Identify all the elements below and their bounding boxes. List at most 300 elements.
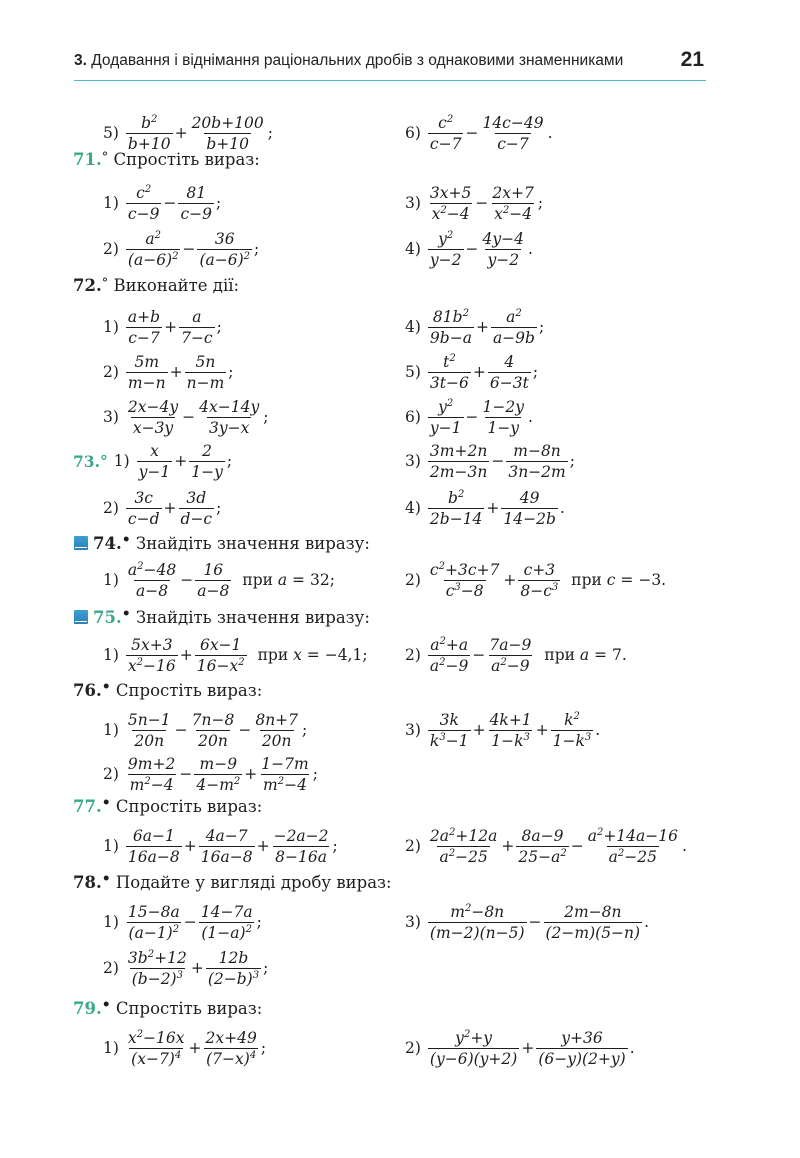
fraction [194, 637, 248, 674]
exercise-item [103, 229, 259, 269]
numerator: 4 [504, 352, 515, 371]
denominator: (6−y)(2+y) [538, 1049, 626, 1068]
operator: − [182, 240, 196, 258]
denominator: y−1 [138, 462, 171, 481]
item-number: 1) [103, 194, 119, 212]
denominator: c−7 [497, 134, 529, 153]
denominator: y−2 [429, 250, 462, 269]
fraction [486, 637, 534, 674]
exercise-item [405, 902, 649, 942]
numerator: $a^2-48$ [127, 560, 177, 579]
numerator: a+b [127, 307, 161, 326]
fraction [427, 637, 471, 674]
denominator: m−n [127, 373, 166, 392]
numerator: 3c [134, 488, 153, 507]
numerator: 4y−4 [482, 229, 524, 248]
denominator: $16-x^2$ [196, 656, 245, 675]
fraction [490, 309, 538, 346]
denominator: $a^2-9$ [491, 656, 530, 675]
operator: − [528, 913, 542, 931]
item-number: 1) [103, 1039, 119, 1057]
numerator: 5n [195, 352, 216, 371]
task-heading [73, 150, 260, 169]
book-icon [74, 610, 88, 624]
denominator: $(a-6)^2$ [199, 250, 251, 269]
numerator: 14c−49 [482, 113, 544, 132]
task-number: 73.° [73, 451, 108, 471]
denominator: $(7-x)^4$ [206, 1049, 257, 1068]
fraction [189, 712, 238, 749]
exercise-item [405, 183, 543, 223]
fraction [515, 828, 569, 865]
denominator: 16a−8 [127, 847, 180, 866]
fraction [194, 562, 232, 599]
exercise-item [405, 488, 565, 528]
fraction [193, 756, 243, 793]
operator: + [190, 959, 204, 977]
item-number: 1) [103, 913, 119, 931]
operator: − [570, 837, 584, 855]
exercise-item [405, 307, 544, 347]
fraction [427, 309, 475, 346]
denominator: c−7 [128, 328, 160, 347]
denominator: $x^2-16$ [127, 656, 176, 675]
task-heading [73, 871, 392, 892]
item-number: 1) [103, 837, 119, 855]
operator: + [256, 837, 270, 855]
operator: + [535, 721, 549, 739]
numerator: $3b^2+12$ [127, 948, 187, 967]
punctuation: ; [537, 194, 544, 212]
numerator: 5x+3 [131, 635, 173, 654]
exercise-item [103, 710, 307, 750]
fraction [480, 231, 527, 268]
fraction [550, 712, 595, 749]
item-number: 2) [405, 571, 421, 589]
numerator: 3m+2n [429, 441, 488, 460]
fraction [500, 490, 559, 527]
numerator: $y^2+y$ [455, 1028, 493, 1047]
fraction [427, 904, 528, 941]
numerator: 6x−1 [199, 635, 242, 654]
fraction [271, 828, 332, 865]
task-instruction: Спростіть вираз: [115, 681, 263, 700]
fraction [198, 904, 256, 941]
numerator: $c^2+3c+7$ [429, 560, 500, 579]
operator: + [164, 318, 178, 336]
punctuation: . [629, 1039, 635, 1057]
fraction [252, 712, 301, 749]
numerator: 2x+49 [205, 1028, 257, 1047]
denominator: a−9b [492, 328, 535, 347]
numerator: $2a^2+12a$ [429, 826, 498, 845]
fraction [427, 562, 502, 599]
denominator: 3t−6 [429, 373, 469, 392]
fraction [517, 562, 561, 599]
fraction [189, 115, 267, 152]
punctuation: . [681, 837, 687, 855]
task-heading [74, 532, 370, 553]
condition: при a = 7. [544, 646, 627, 664]
punctuation: ; [228, 363, 234, 381]
item-number: 1) [103, 646, 119, 664]
numerator: $a^2$ [506, 307, 522, 326]
fraction [125, 712, 174, 749]
item-number: 4) [405, 318, 421, 336]
item-number: 4) [405, 240, 421, 258]
exercise-item [405, 710, 600, 750]
numerator: 1−2y [482, 397, 524, 416]
numerator: $c^2$ [136, 183, 152, 202]
numerator: 8n+7 [255, 710, 299, 729]
task-instruction: Знайдіть значення виразу: [135, 608, 370, 627]
exercise-item [103, 754, 318, 794]
exercise-item [103, 635, 368, 675]
numerator: $81b^2$ [432, 307, 469, 326]
fraction [427, 115, 465, 152]
fraction [487, 712, 535, 749]
denominator: y−2 [487, 250, 520, 269]
task-number: 71. [73, 150, 102, 169]
punctuation: . [559, 499, 565, 517]
denominator: $1-k^3$ [491, 731, 530, 750]
denominator: 3n−2m [508, 462, 566, 481]
task-instruction: Спростіть вираз: [115, 797, 263, 816]
item-number: 2) [103, 765, 119, 783]
numerator: 7a−9 [489, 635, 532, 654]
task-number: 78. [73, 873, 102, 892]
task-number: 79. [73, 999, 102, 1018]
fraction [177, 185, 215, 222]
numerator: 5n−1 [127, 710, 171, 729]
difficulty-mark: • [121, 532, 131, 548]
denominator: 8−16a [275, 847, 327, 866]
numerator: 1−7m [261, 754, 309, 773]
denominator: x−3y [132, 418, 174, 437]
punctuation: ; [215, 194, 222, 212]
punctuation: . [547, 124, 553, 142]
denominator: c−9 [127, 204, 160, 223]
fraction [505, 443, 568, 480]
operator: − [472, 646, 486, 664]
fraction [427, 828, 500, 865]
fraction [427, 443, 490, 480]
denominator: $(b-2)^3$ [131, 969, 183, 988]
difficulty-mark: • [101, 795, 111, 811]
denominator: $k^3-1$ [429, 731, 469, 750]
punctuation: . [528, 240, 533, 258]
denominator: 16a−8 [200, 847, 253, 866]
operator: + [183, 837, 197, 855]
denominator: (m−2)(n−5) [429, 923, 525, 942]
denominator: c−9 [180, 204, 212, 223]
numerator: 81 [186, 183, 207, 202]
fraction [480, 399, 527, 436]
condition: при c = −3. [571, 571, 667, 589]
exercise-item [73, 441, 232, 481]
denominator: (y−6)(y+2) [429, 1049, 518, 1068]
operator: + [174, 452, 188, 470]
exercise-item [405, 826, 687, 866]
fraction [178, 309, 216, 346]
denominator: c−7 [429, 134, 462, 153]
exercise-item [405, 397, 533, 437]
numerator: 3k [439, 710, 459, 729]
task-number: 77. [73, 797, 102, 816]
fraction [258, 756, 311, 793]
denominator: 2b−14 [429, 509, 483, 528]
exercise-item [103, 826, 338, 866]
fraction [125, 562, 179, 599]
denominator: (2−m)(5−n) [545, 923, 641, 942]
denominator: $x^2-4$ [431, 204, 470, 223]
chapter-title: Додавання і віднімання раціональних дробів з однаковими знаменниками [91, 52, 624, 69]
punctuation: ; [216, 499, 222, 517]
fraction [487, 354, 532, 391]
item-number: 5) [103, 124, 119, 142]
denominator: a−8 [197, 581, 230, 600]
numerator: c+3 [523, 560, 556, 579]
denominator: $m^2-4$ [263, 775, 307, 794]
task-instruction: Знайдіть значення виразу: [135, 534, 370, 553]
fraction [188, 443, 226, 480]
book-icon [74, 536, 88, 550]
item-number: 3) [405, 913, 421, 931]
numerator: 4x−14y [199, 397, 260, 416]
denominator: a−8 [136, 581, 169, 600]
operator: − [182, 408, 196, 426]
exercise-item [103, 397, 268, 437]
fraction [125, 950, 190, 987]
punctuation: . [528, 408, 533, 426]
denominator: 20n [198, 731, 228, 750]
exercise-item [103, 560, 335, 600]
fraction [585, 828, 681, 865]
exercise-item [405, 113, 553, 153]
denominator: $25-a^2$ [518, 847, 567, 866]
difficulty-mark: • [101, 997, 111, 1013]
operator: + [475, 318, 489, 336]
difficulty-mark: ° [101, 150, 109, 165]
denominator: 20n [134, 731, 165, 750]
page-number: 21 [680, 48, 704, 71]
operator: + [472, 363, 486, 381]
numerator: $t^2$ [443, 352, 456, 371]
exercise-item [103, 113, 273, 153]
operator: − [180, 571, 194, 589]
item-number: 1) [113, 452, 130, 470]
operator: − [465, 124, 479, 142]
denominator: $(a-1)^2$ [128, 923, 180, 942]
denominator: 1−y [191, 462, 223, 481]
operator: − [183, 913, 197, 931]
denominator: b+10 [127, 134, 171, 153]
fraction [198, 828, 256, 865]
numerator: 2x+7 [492, 183, 534, 202]
fraction [125, 354, 169, 391]
numerator: $y^2$ [438, 397, 454, 416]
operator: − [465, 240, 479, 258]
item-number: 4) [405, 499, 421, 517]
task-heading [73, 795, 262, 816]
denominator: $8-c^3$ [520, 581, 559, 600]
operator: − [238, 721, 252, 739]
task-instruction: Подайте у вигляді дробу вираз: [115, 873, 392, 892]
numerator: 36 [214, 229, 235, 248]
numerator: 7n−8 [191, 710, 235, 729]
difficulty-mark: • [101, 871, 111, 887]
exercise-item [405, 635, 627, 675]
condition: при x = −4,1; [257, 646, 368, 664]
fraction [125, 231, 182, 268]
fraction [535, 1030, 628, 1067]
fraction [125, 1030, 188, 1067]
numerator: $y^2$ [438, 229, 454, 248]
operator: − [179, 765, 193, 783]
numerator: a [192, 307, 202, 326]
numerator: 2m−8n [564, 902, 622, 921]
operator: + [179, 646, 193, 664]
denominator: c−d [127, 509, 160, 528]
denominator: $m^2-4$ [129, 775, 174, 794]
punctuation: ; [332, 837, 338, 855]
numerator: y+36 [561, 1028, 603, 1047]
operator: + [486, 499, 500, 517]
denominator: n−m [186, 373, 225, 392]
item-number: 6) [405, 408, 421, 426]
item-number: 6) [405, 124, 421, 142]
operator: + [244, 765, 258, 783]
fraction [184, 354, 228, 391]
numerator: 6a−1 [132, 826, 175, 845]
punctuation: ; [216, 318, 222, 336]
punctuation: ; [538, 318, 545, 336]
punctuation: ; [302, 721, 308, 739]
fraction [125, 115, 174, 152]
denominator: $(1-a)^2$ [201, 923, 252, 942]
numerator: $a^2+14a-16$ [587, 826, 678, 845]
difficulty-mark: ° [101, 276, 109, 291]
chapter-number: 3. [74, 52, 87, 69]
denominator: $1-k^3$ [552, 731, 592, 750]
denominator: b+10 [206, 134, 249, 153]
exercise-item [405, 352, 538, 392]
numerator: $b^2$ [141, 113, 158, 132]
exercise-item [103, 352, 234, 392]
fraction [479, 115, 546, 152]
numerator: −2a−2 [273, 826, 329, 845]
item-number: 2) [103, 499, 119, 517]
exercise-item [405, 229, 533, 269]
punctuation: ; [226, 452, 233, 470]
task-number: 75. [93, 608, 122, 627]
fraction [196, 231, 253, 268]
fraction [125, 399, 181, 436]
numerator: $k^2$ [564, 710, 580, 729]
fraction [125, 185, 163, 222]
fraction [178, 490, 216, 527]
exercise-item [103, 183, 221, 223]
page-header [74, 48, 706, 80]
numerator: 4a−7 [205, 826, 248, 845]
numerator: 20b+100 [191, 113, 264, 132]
numerator: 12b [218, 948, 249, 967]
item-number: 3) [405, 452, 421, 470]
exercise-item [103, 307, 222, 347]
exercise-item [405, 441, 575, 481]
item-number: 2) [103, 959, 119, 977]
numerator: 14−7a [200, 902, 253, 921]
operator: + [174, 124, 188, 142]
numerator: 16 [203, 560, 224, 579]
denominator: $(x-7)^4$ [131, 1049, 182, 1068]
difficulty-mark: • [121, 606, 131, 622]
denominator: $(a-6)^2$ [127, 250, 179, 269]
operator: + [163, 499, 177, 517]
condition: при a = 32; [242, 571, 335, 589]
denominator: 14−2b [503, 509, 556, 528]
denominator: $(2-b)^3$ [207, 969, 260, 988]
numerator: $m^2-8n$ [450, 902, 505, 921]
punctuation: ; [263, 959, 269, 977]
exercise-item [103, 488, 221, 528]
denominator: $4-m^2$ [196, 775, 241, 794]
denominator: 20n [261, 731, 292, 750]
numerator: 2x−4y [127, 397, 179, 416]
operator: + [521, 1039, 535, 1057]
difficulty-mark: ° [99, 451, 108, 471]
task-instruction: Спростіть вираз: [113, 150, 260, 169]
exercise-item [405, 560, 666, 600]
fraction [196, 399, 262, 436]
operator: − [465, 408, 479, 426]
punctuation: ; [256, 913, 262, 931]
fraction [125, 756, 178, 793]
exercise-item [103, 902, 262, 942]
denominator: 7−c [181, 328, 213, 347]
punctuation: ; [267, 124, 274, 142]
task-number: 72. [73, 276, 102, 295]
item-number: 2) [103, 363, 119, 381]
punctuation: ; [569, 452, 575, 470]
denominator: 9b−a [429, 328, 472, 347]
numerator: $x^2-16x$ [127, 1028, 185, 1047]
exercise-item [103, 948, 268, 988]
numerator: 49 [519, 488, 540, 507]
task-instruction: Виконайте дії: [113, 276, 240, 295]
fraction [125, 828, 183, 865]
punctuation: . [595, 721, 601, 739]
item-number: 2) [405, 646, 421, 664]
fraction [427, 231, 465, 268]
denominator: 3y−x [209, 418, 250, 437]
fraction [125, 309, 163, 346]
denominator: 2m−3n [429, 462, 488, 481]
numerator: x [150, 441, 159, 460]
item-number: 1) [103, 318, 119, 336]
operator: + [472, 721, 486, 739]
denominator: $a^2-25$ [439, 847, 488, 866]
numerator: 2 [202, 441, 212, 460]
punctuation: . [644, 913, 650, 931]
task-number: 74. [93, 534, 122, 553]
numerator: 9m+2 [127, 754, 176, 773]
denominator: 6−3t [489, 373, 529, 392]
denominator: $x^2-4$ [494, 204, 533, 223]
numerator: 5m [134, 352, 160, 371]
fraction [136, 443, 174, 480]
numerator: $c^2$ [438, 113, 454, 132]
